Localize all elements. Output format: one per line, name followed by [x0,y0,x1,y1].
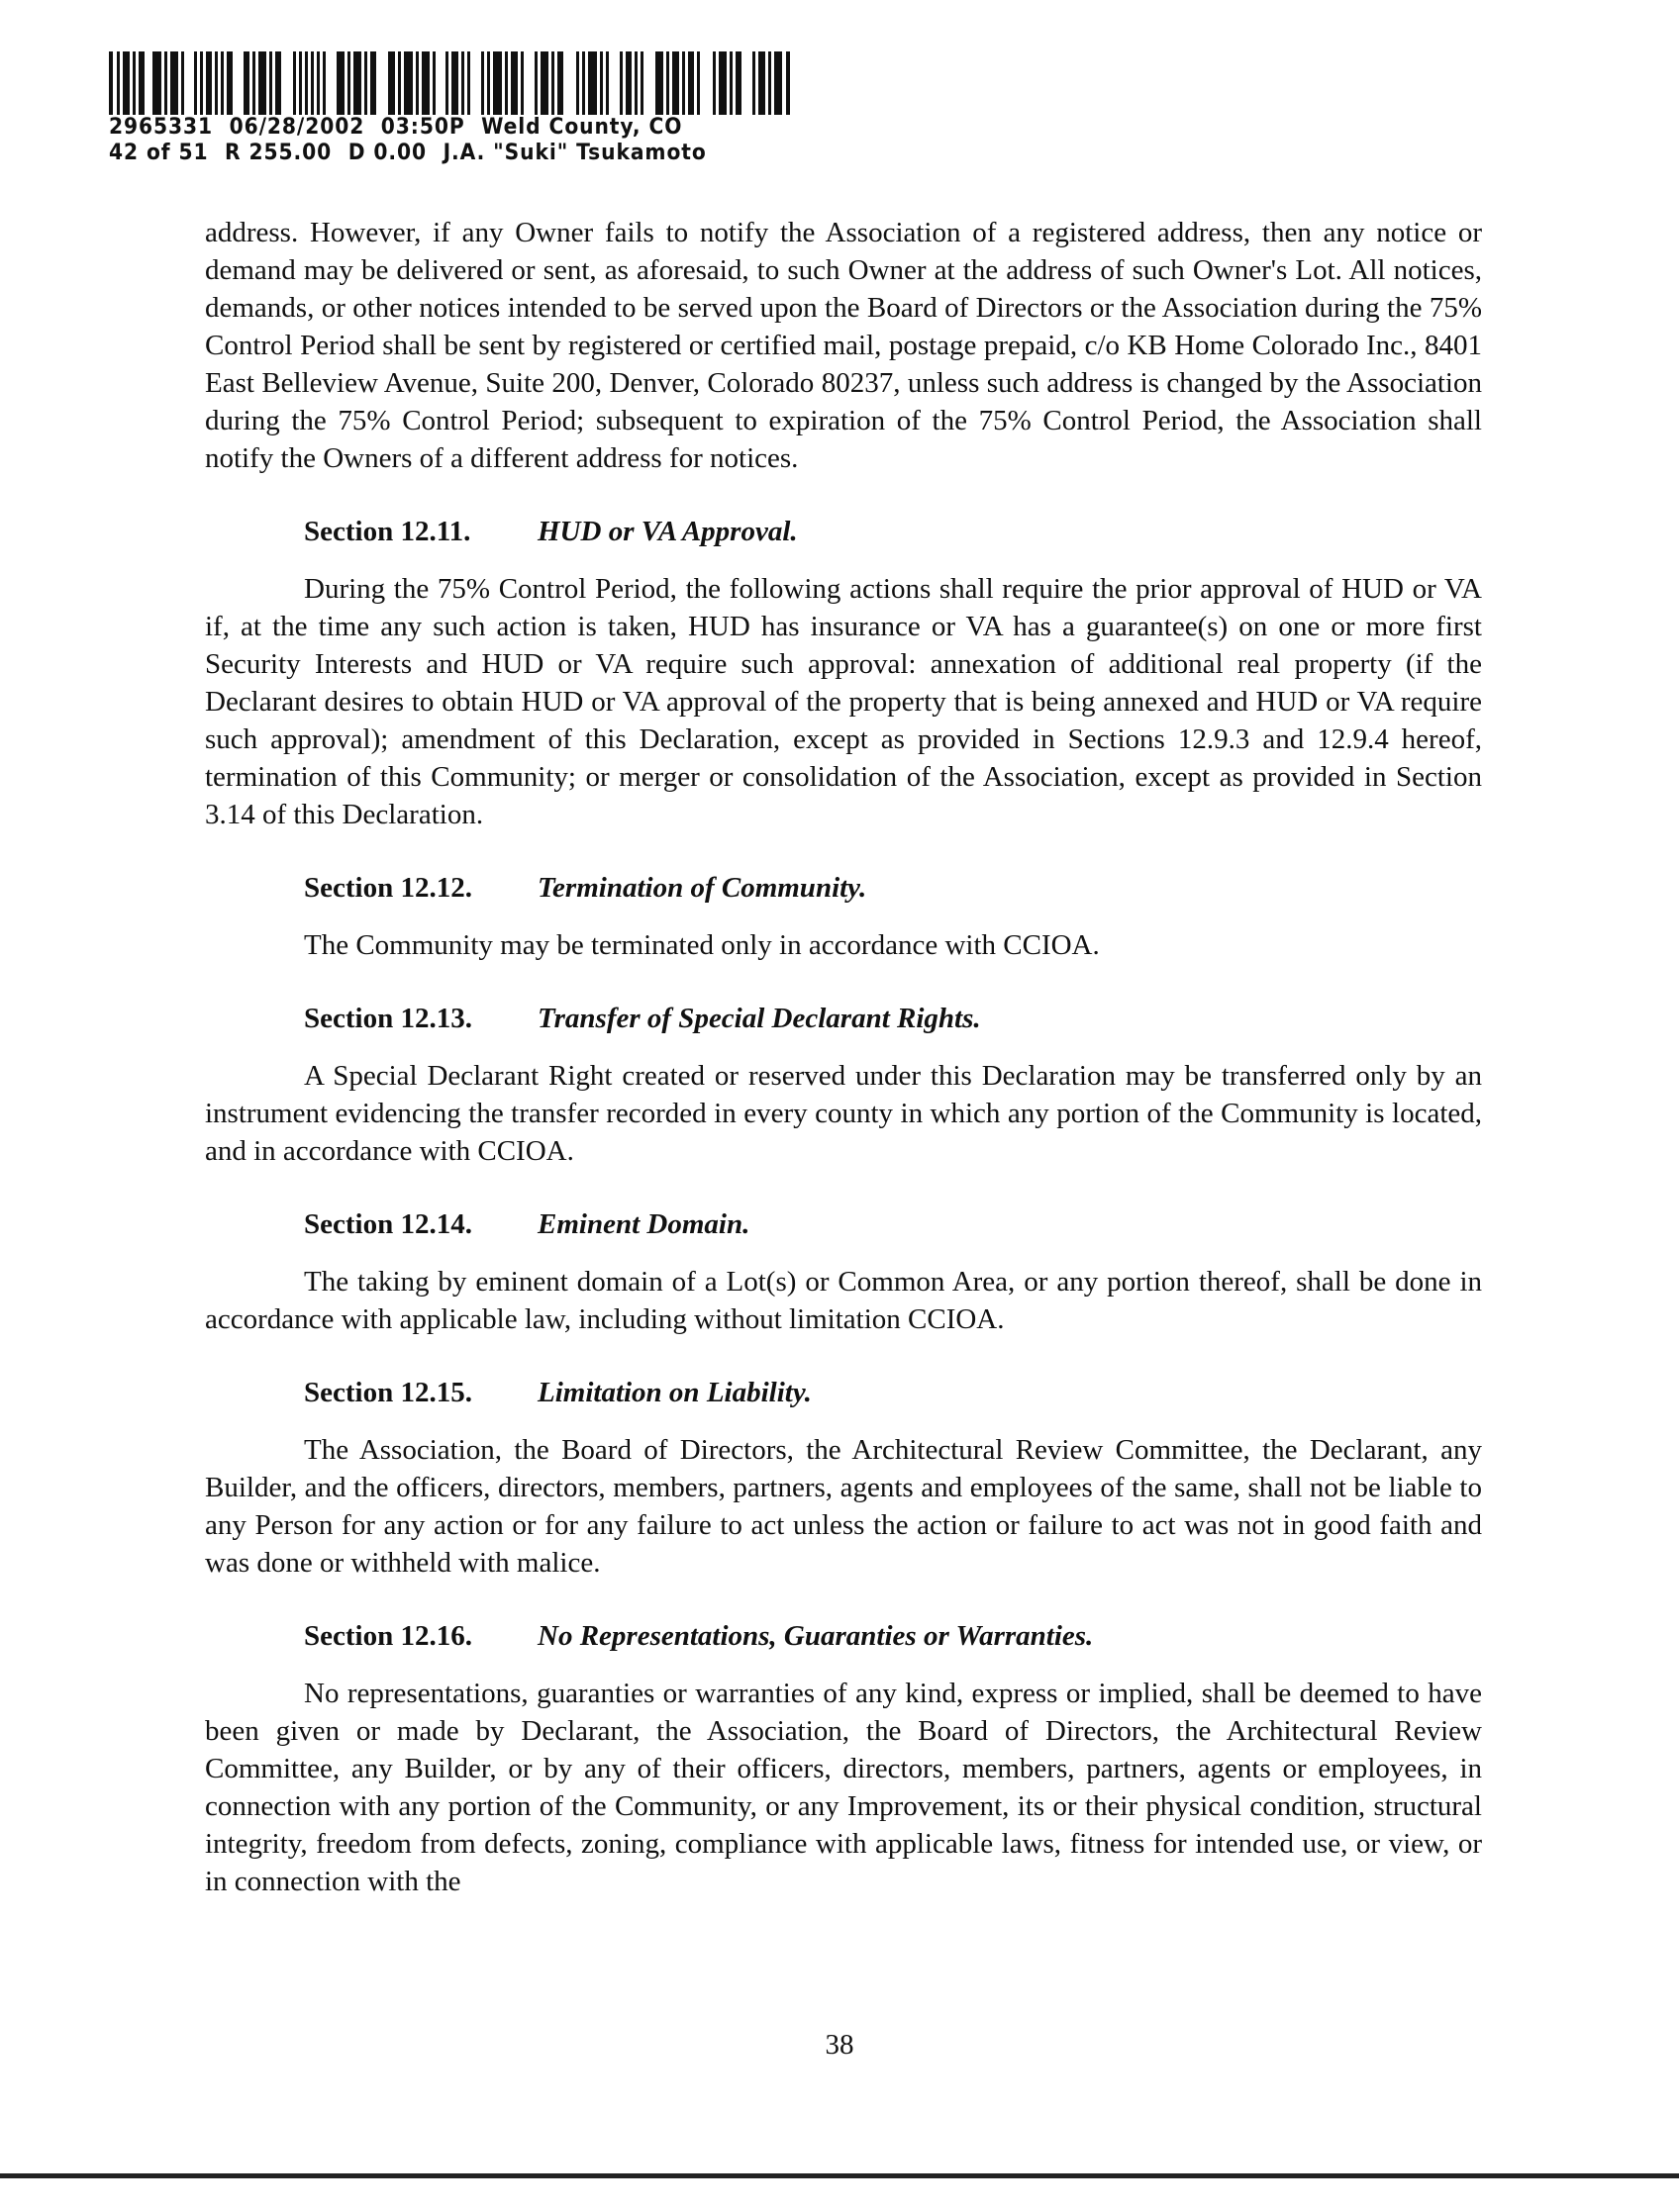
section-text-12-12: The Community may be terminated only in accordance with CCIOA. [304,929,1100,961]
document-body [205,214,1482,1900]
recording-line-1 [109,115,746,141]
section-heading-12-13 [304,1000,1482,1037]
recording-stamp [109,51,802,166]
section-title: Transfer of Special Declarant Rights. [538,1003,981,1034]
section-number: Section 12.15. [304,1377,472,1408]
section-text-12-14: The taking by eminent domain of a Lot(s) or Common Area, or any portion thereof, shall be done in accordance with applicable law, including without limitation CCIOA. [205,1266,1482,1335]
section-number: Section 12.16. [304,1620,472,1652]
footer-rule [0,2173,1679,2178]
opening-paragraph: address. However, if any Owner fails to notify the Association of a registered address, then any notice or demand may be delivered or sent, as aforesaid, to such Owner at the address of such Owner's Lot. All notices, demands, or other notices intended to be served upon the Board of Directors or the Association during the 75% Control Period shall be sent by registered or certified mail, postage prepaid, c/o KB Home Colorado Inc., 8401 East Belleview Avenue, Suite 200, Denver, Colorado 80237, unless such address is changed by the Association during the 75% Control Period; subsequent to expiration of the 75% Control Period, the Association shall notify the Owners of a different address for notices. [205,217,1482,474]
section-heading-12-15 [304,1374,1482,1411]
section-number: Section 12.13. [304,1003,472,1034]
section-number: Section 12.14. [304,1208,472,1240]
section-text-12-13: A Special Declarant Right created or reserved under this Declaration may be transferred only by an instrument evidencing the transfer recorded in every county in which any portion of the Community is located, and in accordance with CCIOA. [205,1060,1482,1167]
page-of-total: 42 of 51 [109,141,209,165]
section-number: Section 12.12. [304,872,472,904]
section-heading-12-12 [304,869,1482,907]
section-title: HUD or VA Approval. [538,516,798,547]
section-heading-12-11 [304,513,1482,550]
section-text-12-11: During the 75% Control Period, the following actions shall require the prior approval of HUD or VA if, at the time any such action is taken, HUD has insurance or VA has a guarantee(s) on one or more first Security Interests and HUD or VA require such approval: annexation of additional real property (if the Declarant desires to obtain HUD or VA approval of the property that is being annexed and HUD or VA require such approval); amendment of this Declaration, except as provided in Sections 12.9.3 and 12.9.4 hereof, termination of this Community; or merger or consolidation of the Association, except as provided in Section 3.14 of this Declaration. [205,573,1482,830]
recording-time: 03:50P [380,115,465,140]
section-title: Eminent Domain. [538,1208,750,1240]
section-title: Termination of Community. [538,872,867,904]
section-title: Limitation on Liability. [538,1377,812,1408]
recording-fee: R 255.00 [225,141,333,165]
barcode-image [109,51,792,115]
section-text-12-15: The Association, the Board of Directors, the Architectural Review Committee, the Declarant, any Builder, and the officers, directors, members, partners, agents and employees of the same, shall not be liable to any Person for any action or for any failure to act unless the action or failure to act was not in good faith and was done or withheld with malice. [205,1434,1482,1579]
reception-number: 2965331 [109,115,214,140]
recording-line-2 [109,141,746,166]
county-recorder: J.A. "Suki" Tsukamoto [443,141,707,165]
page-number: 38 [825,2029,854,2061]
section-heading-12-14 [304,1205,1482,1243]
section-heading-12-16 [304,1617,1482,1655]
section-title: No Representations, Guaranties or Warranties. [538,1620,1094,1652]
documentary-fee: D 0.00 [347,141,428,165]
recording-county: Weld County, CO [481,115,683,140]
recording-date: 06/28/2002 [229,115,365,140]
section-number: Section 12.11. [304,516,471,547]
section-text-12-16: No representations, guaranties or warranties of any kind, express or implied, shall be deemed to have been given or made by Declarant, the Association, the Board of Directors, the Architectural Review Committee, any Builder, or by any of their officers, directors, members, partners, agents or employees, in connection with any portion of the Community, or any Improvement, its or their physical condition, structural integrity, freedom from defects, zoning, compliance with applicable laws, fitness for intended use, or view, or in connection with the [205,1678,1482,1897]
